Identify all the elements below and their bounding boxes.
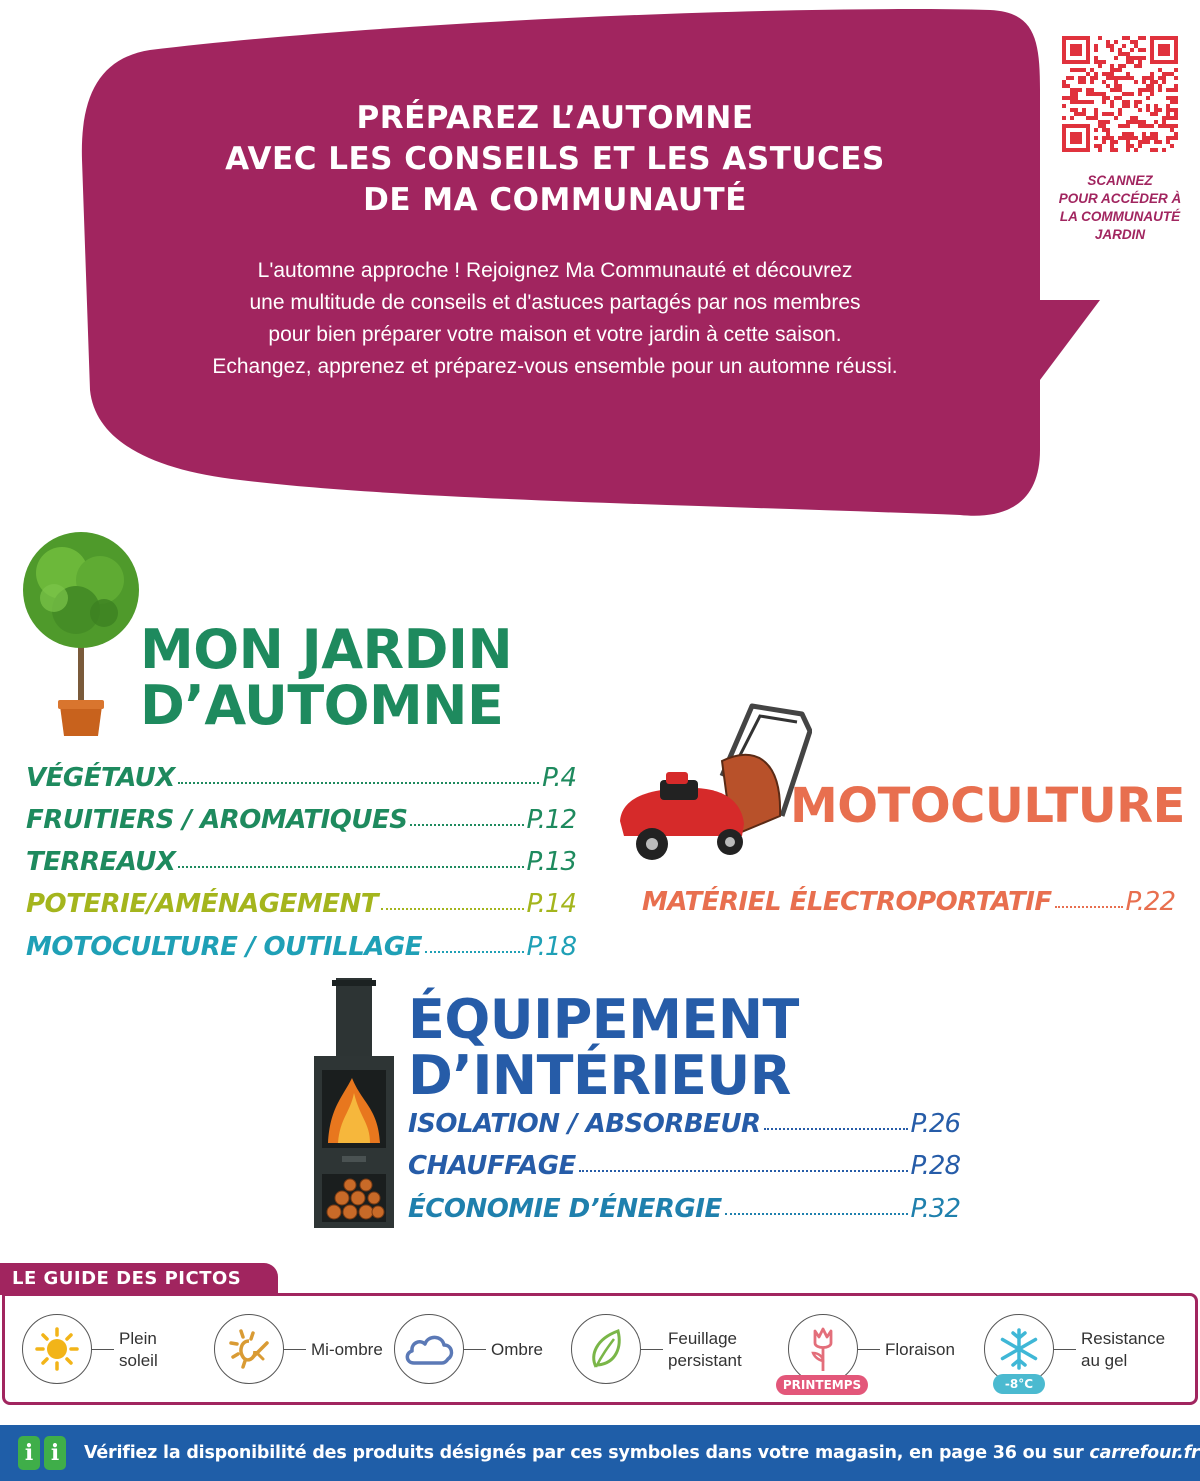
motoculture-title: MOTOCULTURE [790,778,1185,834]
toc-item-electroportatif[interactable]: MATÉRIEL ÉLECTROPORTATIF P.22 [642,887,1175,917]
sun-icon [22,1314,92,1384]
qr-code-icon[interactable] [1062,36,1178,152]
flower-icon [788,1314,858,1384]
footer-text: Vérifiez la disponibilité des produits désignés par ces symboles dans votre magasin, en page 36 ou sur carrefour.fr [84,1443,1200,1463]
cloud-icon [394,1314,464,1384]
toc-item-economie-energie[interactable]: ÉCONOMIE D’ÉNERGIE P.32 [408,1194,960,1224]
printemps-badge: PRINTEMPS [776,1375,868,1395]
bubble-body: L'automne approche ! Rejoignez Ma Communauté et découvrez une multitude de conseils et d'astuces partagés par nos membres pour bien préparer votre maison et votre jardin à cette saison. Echangez, apprenez et préparez-vous ensemble pour un automne réussi. [212,259,898,378]
temperature-badge: -8°C [993,1374,1045,1394]
carrefour-link[interactable]: carrefour.fr [1089,1443,1200,1463]
toc-item-isolation[interactable]: ISOLATION / ABSORBEUR P.26 [408,1109,960,1139]
toc-item-poterie[interactable]: POTERIE/AMÉNAGEMENT P.14 [26,889,576,919]
leaf-icon [571,1314,641,1384]
lawn-mower-icon [612,696,812,868]
info-badge-icon: i i [0,1436,84,1470]
potted-tree-icon [14,528,149,740]
toc-item-chauffage[interactable]: CHAUFFAGE P.28 [408,1151,960,1181]
picto-guide-title: LE GUIDE DES PICTOS [0,1263,278,1295]
toc-item-terreaux[interactable]: TERREAUX P.13 [26,847,576,877]
toc-item-motoculture-outillage[interactable]: MOTOCULTURE / OUTILLAGE P.18 [26,932,576,962]
footer-banner [0,1425,1200,1481]
qr-caption: SCANNEZ POUR ACCÉDER À LA COMMUNAUTÉ JARDIN [1058,173,1182,242]
jardin-title: MON JARDIN D’AUTOMNE [140,618,513,737]
half-shade-icon [214,1314,284,1384]
toc-item-fruitiers[interactable]: FRUITIERS / AROMATIQUES P.12 [26,805,576,835]
interieur-title: ÉQUIPEMENT D’INTÉRIEUR [408,988,799,1107]
bubble-title: PRÉPAREZ L’AUTOMNE AVEC LES CONSEILS ET LES ASTUCES DE MA COMMUNAUTÉ [225,100,885,218]
wood-stove-icon [312,978,396,1228]
toc-item-vegetaux[interactable]: VÉGÉTAUX P.4 [26,763,576,793]
